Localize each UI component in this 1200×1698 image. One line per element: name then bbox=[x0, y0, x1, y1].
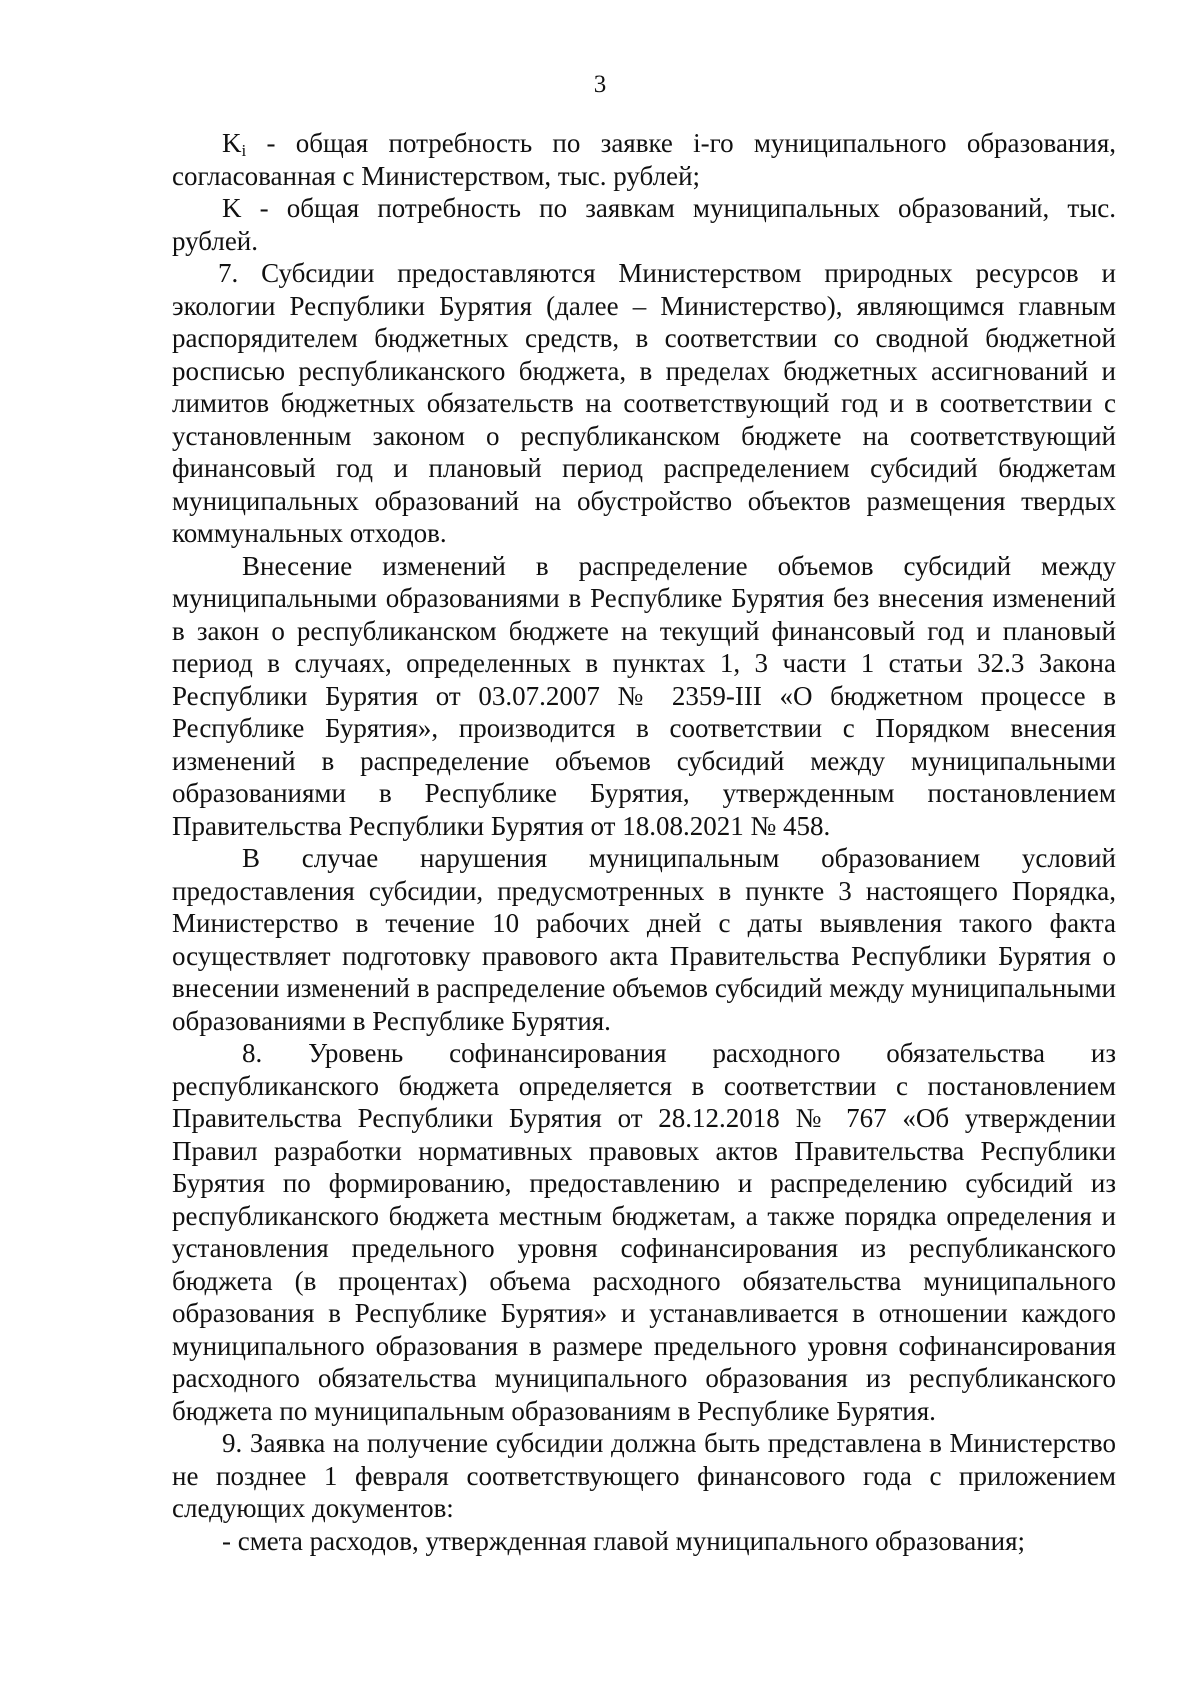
ki-symbol: K bbox=[222, 128, 242, 158]
paragraph-7-violation: В случае нарушения муниципальным образованием условий предоставления субсидии, предусмотренных в пункте 3 настоящего Порядка, Министерство в течение 10 рабочих дней с даты выявления такого факта осуществляет подготовку правового акта Правительства Республики Бурятия о внесении изменений в распределение объемов субсидий между муниципальными образованиями в Республике Бурятия. bbox=[172, 843, 1116, 1036]
definition-k: K - общая потребность по заявкам муниципальных образований, тыс. рублей. bbox=[172, 193, 1116, 256]
ki-subscript: i bbox=[241, 141, 247, 160]
paragraph-8: 8. Уровень софинансирования расходного обязательства из республиканского бюджета определяется в соответствии с постановлением Правительства Республики Бурятия от 28.12.2018 № 767 «Об утверждении Правил разработки нормативных правовых актов Правительства Республики Бурятия по формированию, предоставлению и распределению субсидий из республиканского бюджета местным бюджетам, а также порядка определения и установления предельного уровня софинансирования из республиканского бюджета (в процентах) объема расходного обязательства муниципального образования в Республике Бурятия» и устанавливается в отношении каждого муниципального образования в размере предельного уровня софинансирования расходного обязательства муниципального образования из республиканского бюджета по муниципальным образованиям в Республике Бурятия. bbox=[172, 1038, 1116, 1426]
document-body bbox=[172, 127, 1116, 1557]
paragraph-9: 9. Заявка на получение субсидии должна быть представлена в Министерство не позднее 1 февраля соответствующего финансового года с приложением следующих документов: bbox=[172, 1428, 1116, 1523]
paragraph-7-amendments: Внесение изменений в распределение объемов субсидий между муниципальными образованиями в Республике Бурятия без внесения изменений в закон о республиканском бюджете на текущий финансовый год и плановый период в случаях, определенных в пунктах 1, 3 части 1 статьи 32.3 Закона Республики Бурятия от 03.07.2007 № 2359-III «О бюджетном процессе в Республике Бурятия», производится в соответствии с Порядком внесения изменений в распределение объемов субсидий между муниципальными образованиями в Республике Бурятия, утвержденным постановлением Правительства Республики Бурятия от 18.08.2021 № 458. bbox=[172, 550, 1116, 841]
page-number: 3 bbox=[593, 71, 607, 98]
paragraph-7: 7. Субсидии предоставляются Министерством природных ресурсов и экологии Республики Бурятия (далее – Министерство), являющимся главным распорядителем бюджетных средств, в соответствии со сводной бюджетной росписью республиканского бюджета, в пределах бюджетных ассигнований и лимитов бюджетных обязательств на соответствующий год и в соответствии с установленным законом о республиканском бюджете на соответствующий финансовый год и плановый период распределением субсидий бюджетам муниципальных образований на обустройство объектов размещения твердых коммунальных отходов. bbox=[172, 258, 1116, 548]
paragraph-9-item-1: - смета расходов, утвержденная главой муниципального образования; bbox=[222, 1525, 1026, 1556]
ki-definition-text: - общая потребность по заявке i-го муниципального образования, согласованная с Министерством, тыс. рублей; bbox=[172, 128, 1116, 191]
definition-ki bbox=[172, 127, 1116, 192]
